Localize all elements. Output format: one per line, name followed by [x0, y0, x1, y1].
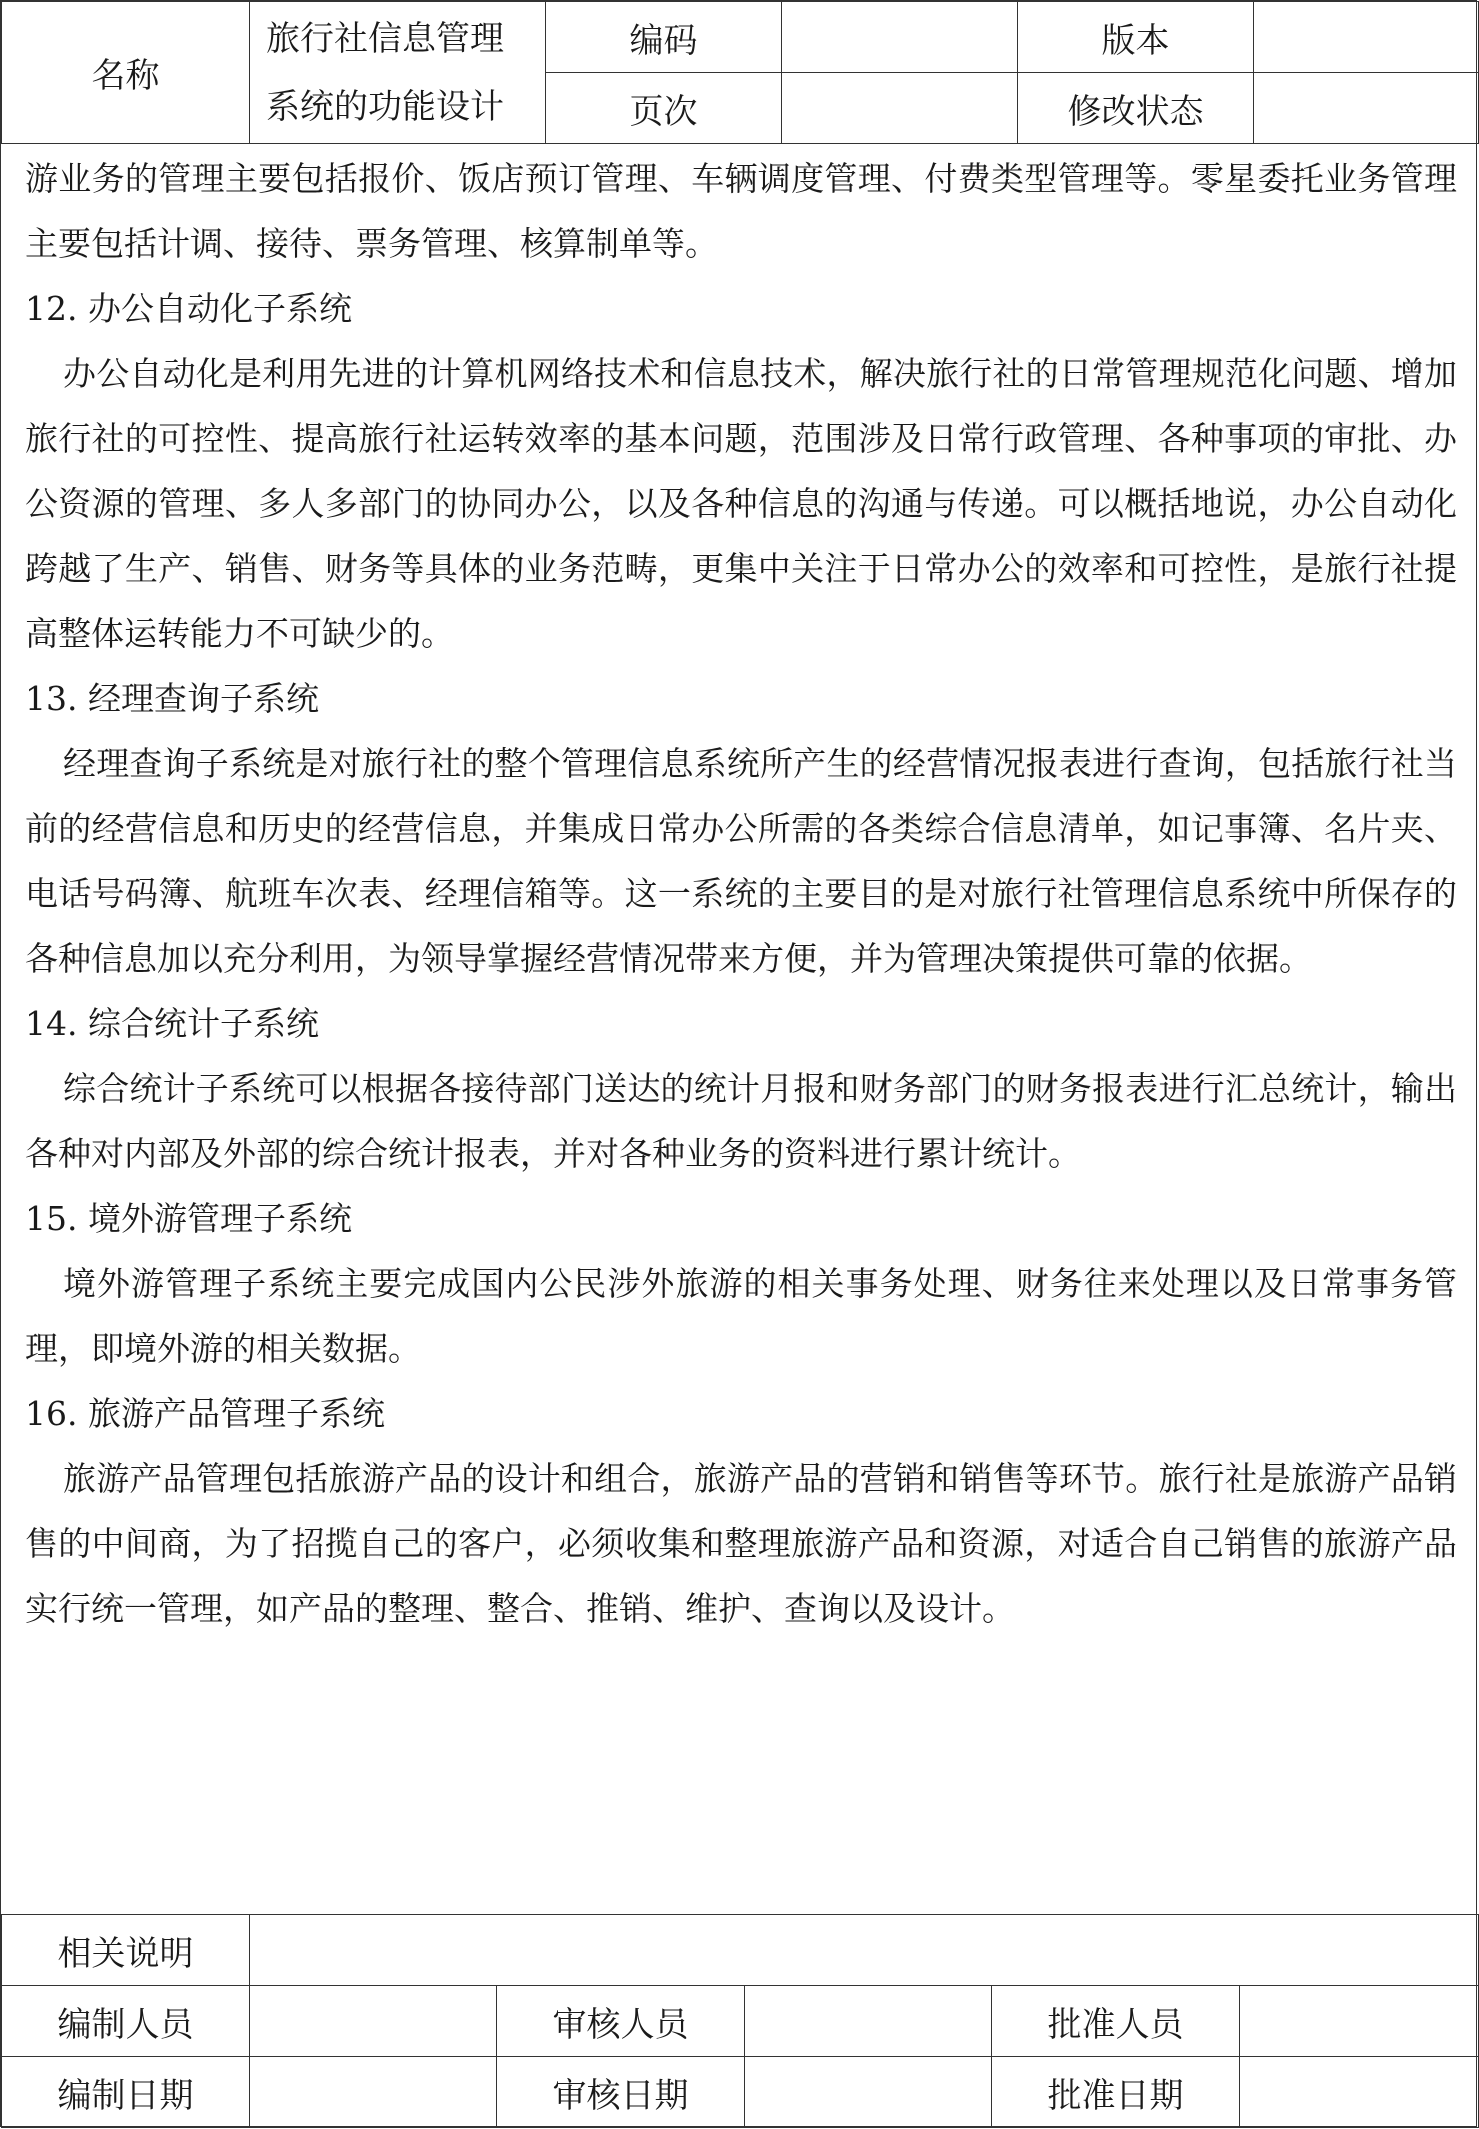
- version-value: [1254, 2, 1479, 73]
- version-label: 版本: [1018, 2, 1254, 73]
- paragraph-16: 旅游产品管理包括旅游产品的设计和组合，旅游产品的营销和销售等环节。旅行社是旅游产品销售的中间商，为了招揽自己的客户，必须收集和整理旅游产品和资源，对适合自己销售的旅游产品实行统一管理，如产品的整理、整合、推销、维护、查询以及设计。: [25, 1459, 1457, 1628]
- approver-label: 批准人员: [992, 1986, 1240, 2057]
- edit-date-value: [250, 2057, 497, 2128]
- review-date-value: [745, 2057, 992, 2128]
- approver-value: [1240, 1986, 1479, 2057]
- code-label: 编码: [546, 2, 782, 73]
- paragraph-14: 综合统计子系统可以根据各接待部门送达的统计月报和财务部门的财务报表进行汇总统计，输出各种对内部及外部的综合统计报表，并对各种业务的资料进行累计统计。: [25, 1069, 1457, 1173]
- paragraph-13: 经理查询子系统是对旅行社的整个管理信息系统所产生的经营情况报表进行查询，包括旅行社当前的经营信息和历史的经营信息，并集成日常办公所需的各类综合信息清单，如记事簿、名片夹、电话号码簿、航班车次表、经理信箱等。这一系统的主要目的是对旅行社管理信息系统中所保存的各种信息加以充分利用，为领导掌握经营情况带来方便，并为管理决策提供可靠的依据。: [25, 744, 1457, 978]
- heading-15: 15. 境外游管理子系统: [25, 1199, 352, 1238]
- approve-date-label: 批准日期: [992, 2057, 1240, 2128]
- title-line-1: 旅行社信息管理: [266, 18, 504, 59]
- code-value: [782, 2, 1018, 73]
- paragraph-12: 办公自动化是利用先进的计算机网络技术和信息技术，解决旅行社的日常管理规范化问题、增加旅行社的可控性、提高旅行社运转效率的基本问题，范围涉及日常行政管理、各种事项的审批、办公资源的管理、多人多部门的协同办公，以及各种信息的沟通与传递。可以概括地说，办公自动化跨越了生产、销售、财务等具体的业务范畴，更集中关注于日常办公的效率和可控性，是旅行社提高整体运转能力不可缺少的。: [25, 354, 1457, 653]
- page-value: [782, 73, 1018, 144]
- title-line-2: 系统的功能设计: [266, 86, 504, 127]
- heading-12: 12. 办公自动化子系统: [25, 289, 352, 328]
- intro-paragraph: 游业务的管理主要包括报价、饭店预订管理、车辆调度管理、付费类型管理等。零星委托业务管理主要包括计调、接待、票务管理、核算制单等。: [25, 159, 1457, 263]
- paragraph-15: 境外游管理子系统主要完成国内公民涉外旅游的相关事务处理、财务往来处理以及日常事务管理，即境外游的相关数据。: [25, 1264, 1457, 1368]
- revision-value: [1254, 73, 1479, 144]
- approve-date-value: [1240, 2057, 1479, 2128]
- heading-13: 13. 经理查询子系统: [25, 679, 319, 718]
- edit-date-label: 编制日期: [2, 2057, 250, 2128]
- footer-table: [1, 1914, 1479, 2128]
- page-label: 页次: [546, 73, 782, 144]
- body-text: [25, 146, 1457, 1641]
- editor-value: [250, 1986, 497, 2057]
- reviewer-label: 审核人员: [497, 1986, 745, 2057]
- header-table: [1, 1, 1479, 144]
- notes-label: 相关说明: [2, 1915, 250, 1986]
- notes-value: [250, 1915, 1479, 1986]
- review-date-label: 审核日期: [497, 2057, 745, 2128]
- editor-label: 编制人员: [2, 1986, 250, 2057]
- name-label: 名称: [2, 2, 250, 144]
- heading-16: 16. 旅游产品管理子系统: [25, 1394, 385, 1433]
- document-title: [250, 2, 546, 144]
- heading-14: 14. 综合统计子系统: [25, 1004, 319, 1043]
- reviewer-value: [745, 1986, 992, 2057]
- revision-label: 修改状态: [1018, 73, 1254, 144]
